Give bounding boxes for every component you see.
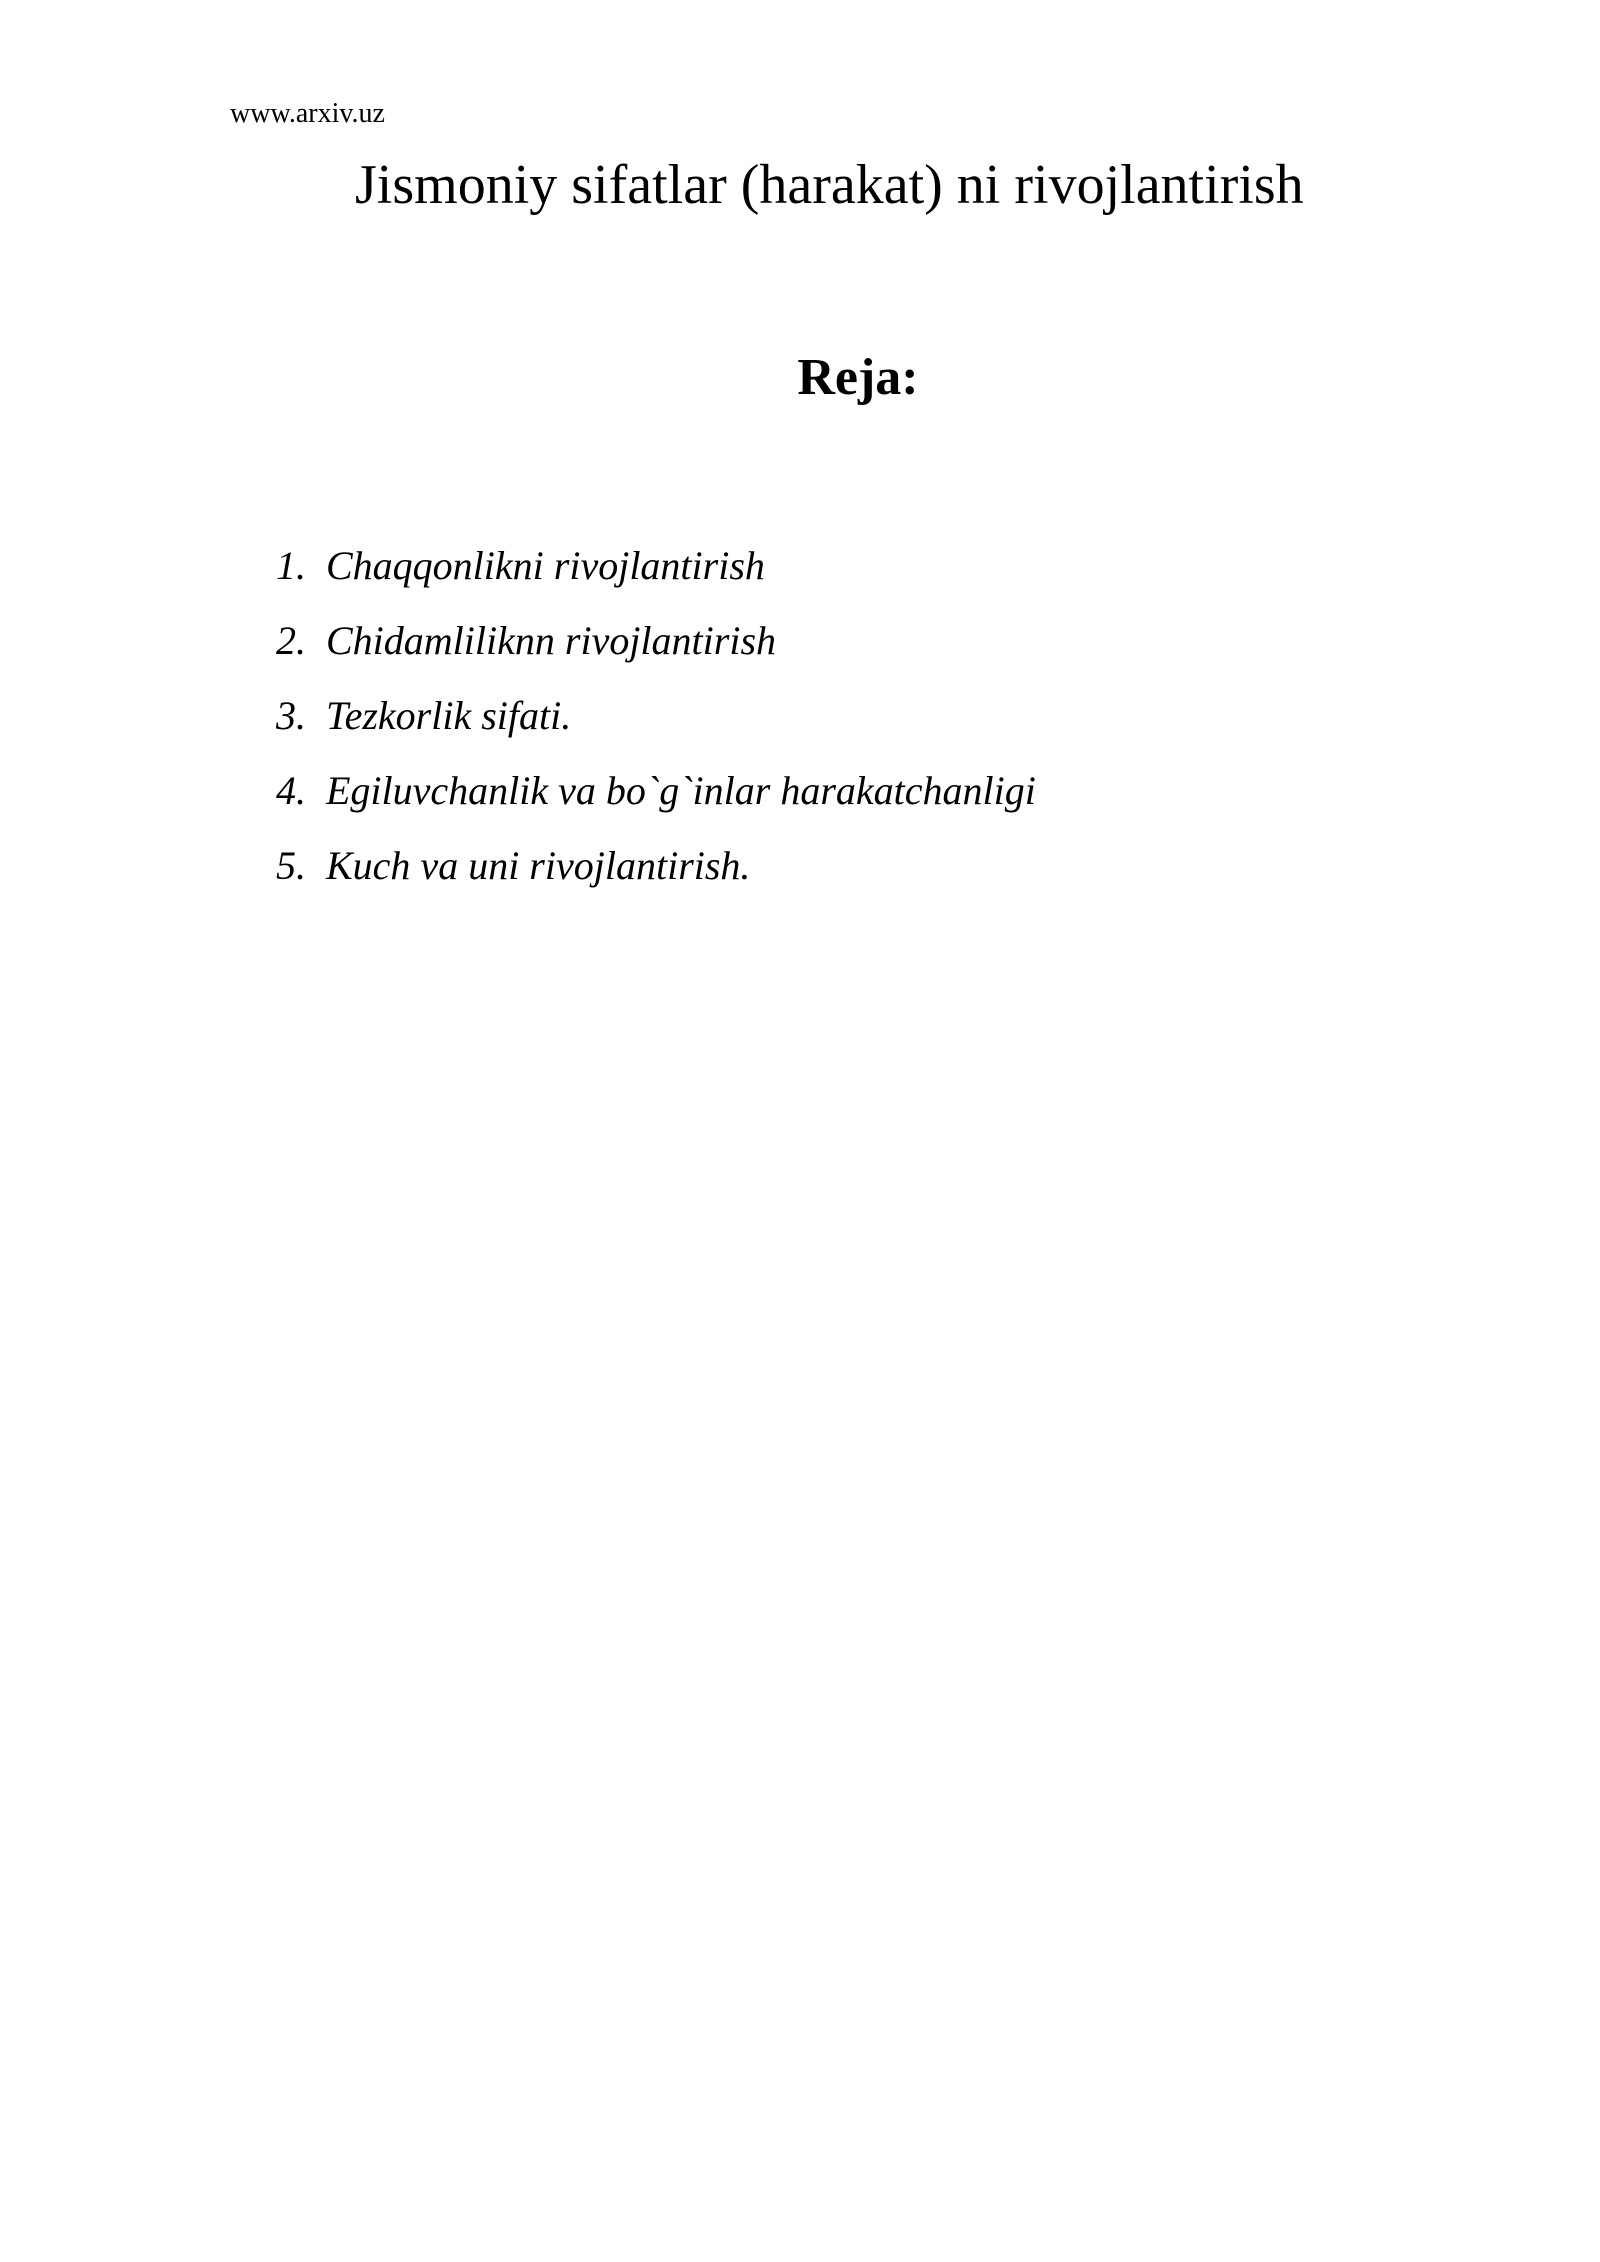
document-title: Jismoniy sifatlar (harakat) ni rivojlantirish [355, 154, 1304, 216]
plan-item-number: 5. [276, 843, 306, 888]
plan-item [276, 678, 1036, 753]
plan-item-text: Tezkorlik sifati. [326, 693, 572, 738]
plan-item-number: 1. [276, 543, 306, 588]
site-url: www.arxiv.uz [230, 98, 385, 129]
plan-item-text: Chidamliliknn rivojlantirish [326, 618, 777, 663]
plan-item-text: Kuch va uni rivojlantirish. [326, 843, 751, 888]
plan-item-text: Egiluvchanlik va bo`g`inlar harakatchanligi [326, 768, 1036, 813]
plan-item [276, 753, 1036, 828]
plan-item-number: 2. [276, 618, 306, 663]
plan-list [276, 528, 1036, 903]
plan-heading: Reja: [797, 349, 919, 406]
plan-item [276, 828, 1036, 903]
plan-item [276, 528, 1036, 603]
plan-item-number: 4. [276, 768, 306, 813]
plan-item-text: Chaqqonlikni rivojlantirish [326, 543, 765, 588]
plan-item-number: 3. [276, 693, 306, 738]
plan-item [276, 603, 1036, 678]
